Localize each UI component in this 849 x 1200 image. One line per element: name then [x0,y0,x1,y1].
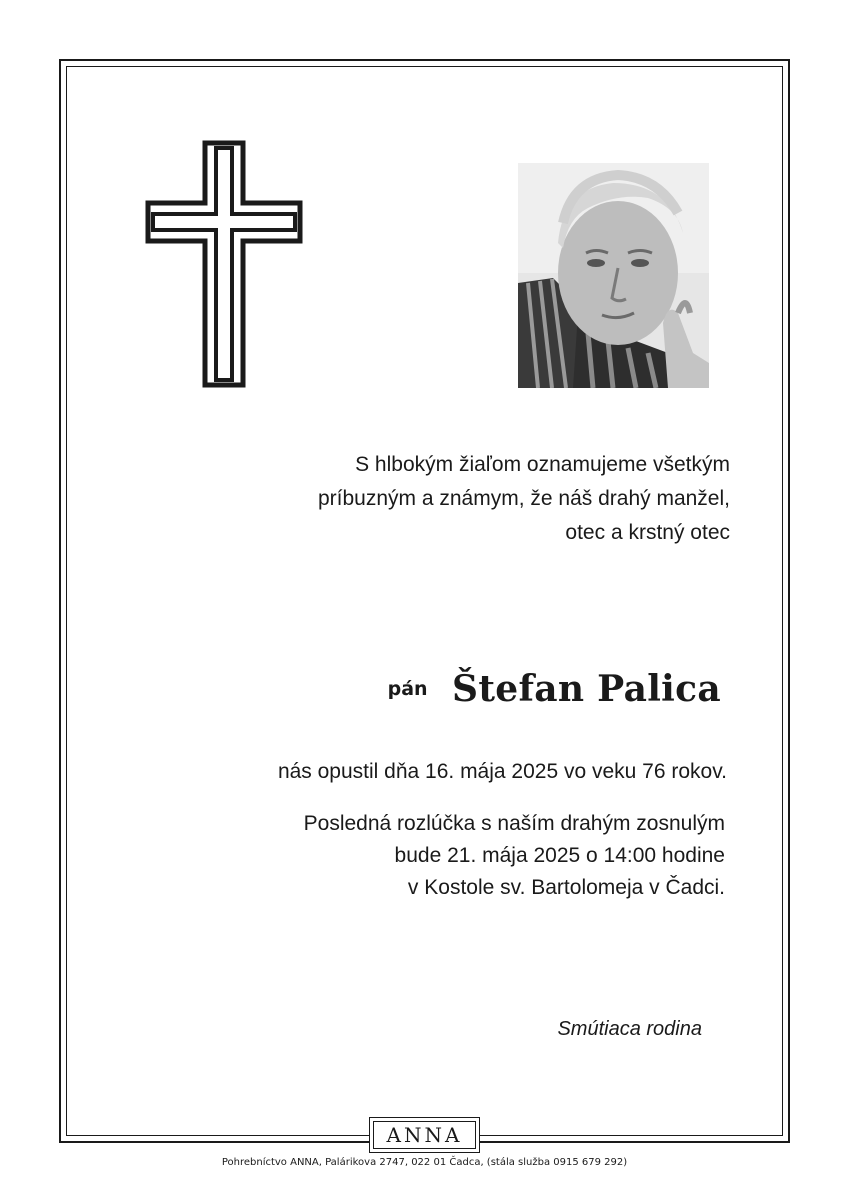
funeral-line: Posledná rozlúčka s naším drahým zosnulým [303,812,725,835]
announcement-intro [210,448,730,550]
cross-icon [145,140,303,388]
funeral-details [205,808,725,904]
portrait-photo [518,163,709,388]
funeral-line: v Kostole sv. Bartolomeja v Čadci. [407,876,725,899]
intro-line: S hlbokým žiaľom oznamujeme všetkým [355,453,730,476]
intro-line: otec a krstný otec [565,521,730,544]
deceased-name-row [388,668,721,710]
deceased-name: Štefan Palica [452,668,721,710]
title-prefix: pán [387,678,428,700]
logo-text: ANNA [386,1123,463,1147]
death-notice: nás opustil dňa 16. mája 2025 vo veku 76 rokov. [277,760,727,783]
funeral-home-logo [369,1117,480,1153]
funeral-line: bude 21. mája 2025 o 14:00 hodine [394,844,725,867]
footer-contact: Pohrebníctvo ANNA, Palárikova 2747, 022 01 Čadca, (stála služba 0915 679 292) [221,1157,628,1168]
intro-line: príbuzným a známym, že náš drahý manžel, [317,487,730,510]
signature: Smútiaca rodina [557,1018,702,1040]
